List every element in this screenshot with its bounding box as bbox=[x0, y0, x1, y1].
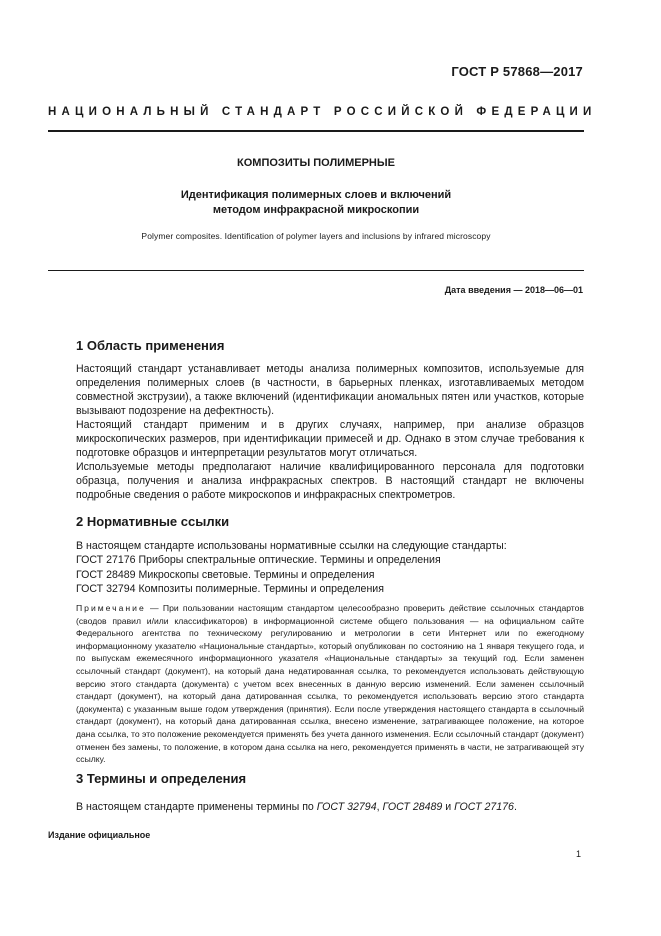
note-text: — При пользовании настоящим стандартом целесообразно проверить действие ссылочных стандартов (сводов правил и/или классификаторов) в информационной системе общего пользования — на официальном сайте Федерального агентства по техническому регулированию и метрологии в сети Интернет или по ежегодному информационному указателю «Национальные стандарты», который опубликован по состоянию на 1 января текущего года, и по выпускам ежемесячного информационного указателя «Национальные стандарты» за текущий год. Если заменен ссылочный стандарт (документ), на который дана недатированная ссылка, то рекомендуется использовать действующую версию этого стандарта (документа) с учетом всех внесенных в данную версию изменений. Если заменен ссылочный стандарт (документ), на который дана датированная ссылка, то рекомендуется использовать версию этого стандарта (документа) с указанным выше годом утверждения (принятия). Если после утверждения настоящего стандарта в ссылочный стандарт (документ), на который дана датированная ссылка, внесено изменение, затрагивающее положение, на которое дана ссылка, то это положение рекомендуется применять без учета данного изменения. Если ссылочный стандарт (документ) отменен без замены, то положение, в котором дана ссылка на него, рекомендуется применять в части, не затрагивающей эту ссылку. bbox=[76, 603, 584, 765]
subtitle-line-1: Идентификация полимерных слоев и включений bbox=[180, 189, 452, 201]
separator: , bbox=[376, 801, 383, 813]
reference-link-gost-32794: ГОСТ 32794 bbox=[316, 801, 377, 813]
section-1-heading: 1 Область применения bbox=[76, 338, 225, 353]
separator: и bbox=[442, 801, 455, 813]
section-3-heading: 3 Термины и определения bbox=[76, 771, 247, 786]
national-standard-banner: НАЦИОНАЛЬНЫЙ СТАНДАРТ РОССИЙСКОЙ ФЕДЕРАЦИИ bbox=[48, 106, 597, 118]
header-rule bbox=[48, 130, 584, 132]
section-2-heading: 2 Нормативные ссылки bbox=[76, 514, 230, 529]
section-3-body bbox=[76, 800, 584, 814]
terms-text-end: . bbox=[513, 801, 517, 813]
reference-item: ГОСТ 32794 Композиты полимерные. Термины и определения bbox=[76, 582, 384, 595]
terms-text: В настоящем стандарте применены термины по bbox=[76, 801, 317, 813]
reference-link-gost-27176: ГОСТ 27176 bbox=[454, 801, 514, 813]
references-intro: В настоящем стандарте использованы нормативные ссылки на следующие стандарты: bbox=[76, 540, 507, 552]
reference-link-gost-28489: ГОСТ 28489 bbox=[382, 801, 443, 813]
english-title: Polymer composites. Identification of polymer layers and inclusions by infrared microscopy bbox=[141, 231, 491, 241]
normative-references-list bbox=[76, 539, 584, 596]
section-1-paragraph-2: Настоящий стандарт применим и в других случаях, например, при анализе образцов микроскопических размеров, при идентификации примесей и др. Однако в этом случае требования к подготовке образцов и интерпретации результатов могут отличаться. bbox=[76, 419, 584, 459]
reference-item: ГОСТ 28489 Микроскопы световые. Термины и определения bbox=[76, 568, 375, 581]
official-edition-label: Издание официальное bbox=[48, 830, 151, 840]
reference-item: ГОСТ 27176 Приборы спектральные оптические. Термины и определения bbox=[76, 554, 441, 567]
standard-title: КОМПОЗИТЫ ПОЛИМЕРНЫЕ bbox=[237, 157, 395, 169]
note-label: Примечание bbox=[76, 603, 146, 613]
introduction-date: Дата введения — 2018—06—01 bbox=[444, 285, 583, 295]
references-note bbox=[48, 602, 584, 766]
section-1-paragraph-1: Настоящий стандарт устанавливает методы анализа полимерных композитов, используемые для определения полимерных слоев (в частности, в барьерных пленках, изготавливаемых методом совместной экструзии), а также включений (идентификации аномальных пятен или участков, которые вызывают подозрение на дефектность). bbox=[76, 363, 584, 417]
subtitle-line-2: методом инфракрасной микроскопии bbox=[212, 204, 420, 216]
page-number: 1 bbox=[575, 849, 581, 859]
section-1-paragraph-3: Используемые методы предполагают наличие квалифицированного персонала для подготовки образца, получения и анализа инфракрасных спектров. В настоящий стандарт не включены подробные сведения о работе микроскопов и инфракрасных спектрометров. bbox=[76, 461, 584, 501]
title-rule bbox=[48, 270, 584, 271]
standard-subtitle bbox=[48, 188, 584, 218]
section-1-body bbox=[76, 362, 584, 502]
document-code: ГОСТ Р 57868—2017 bbox=[451, 64, 583, 79]
